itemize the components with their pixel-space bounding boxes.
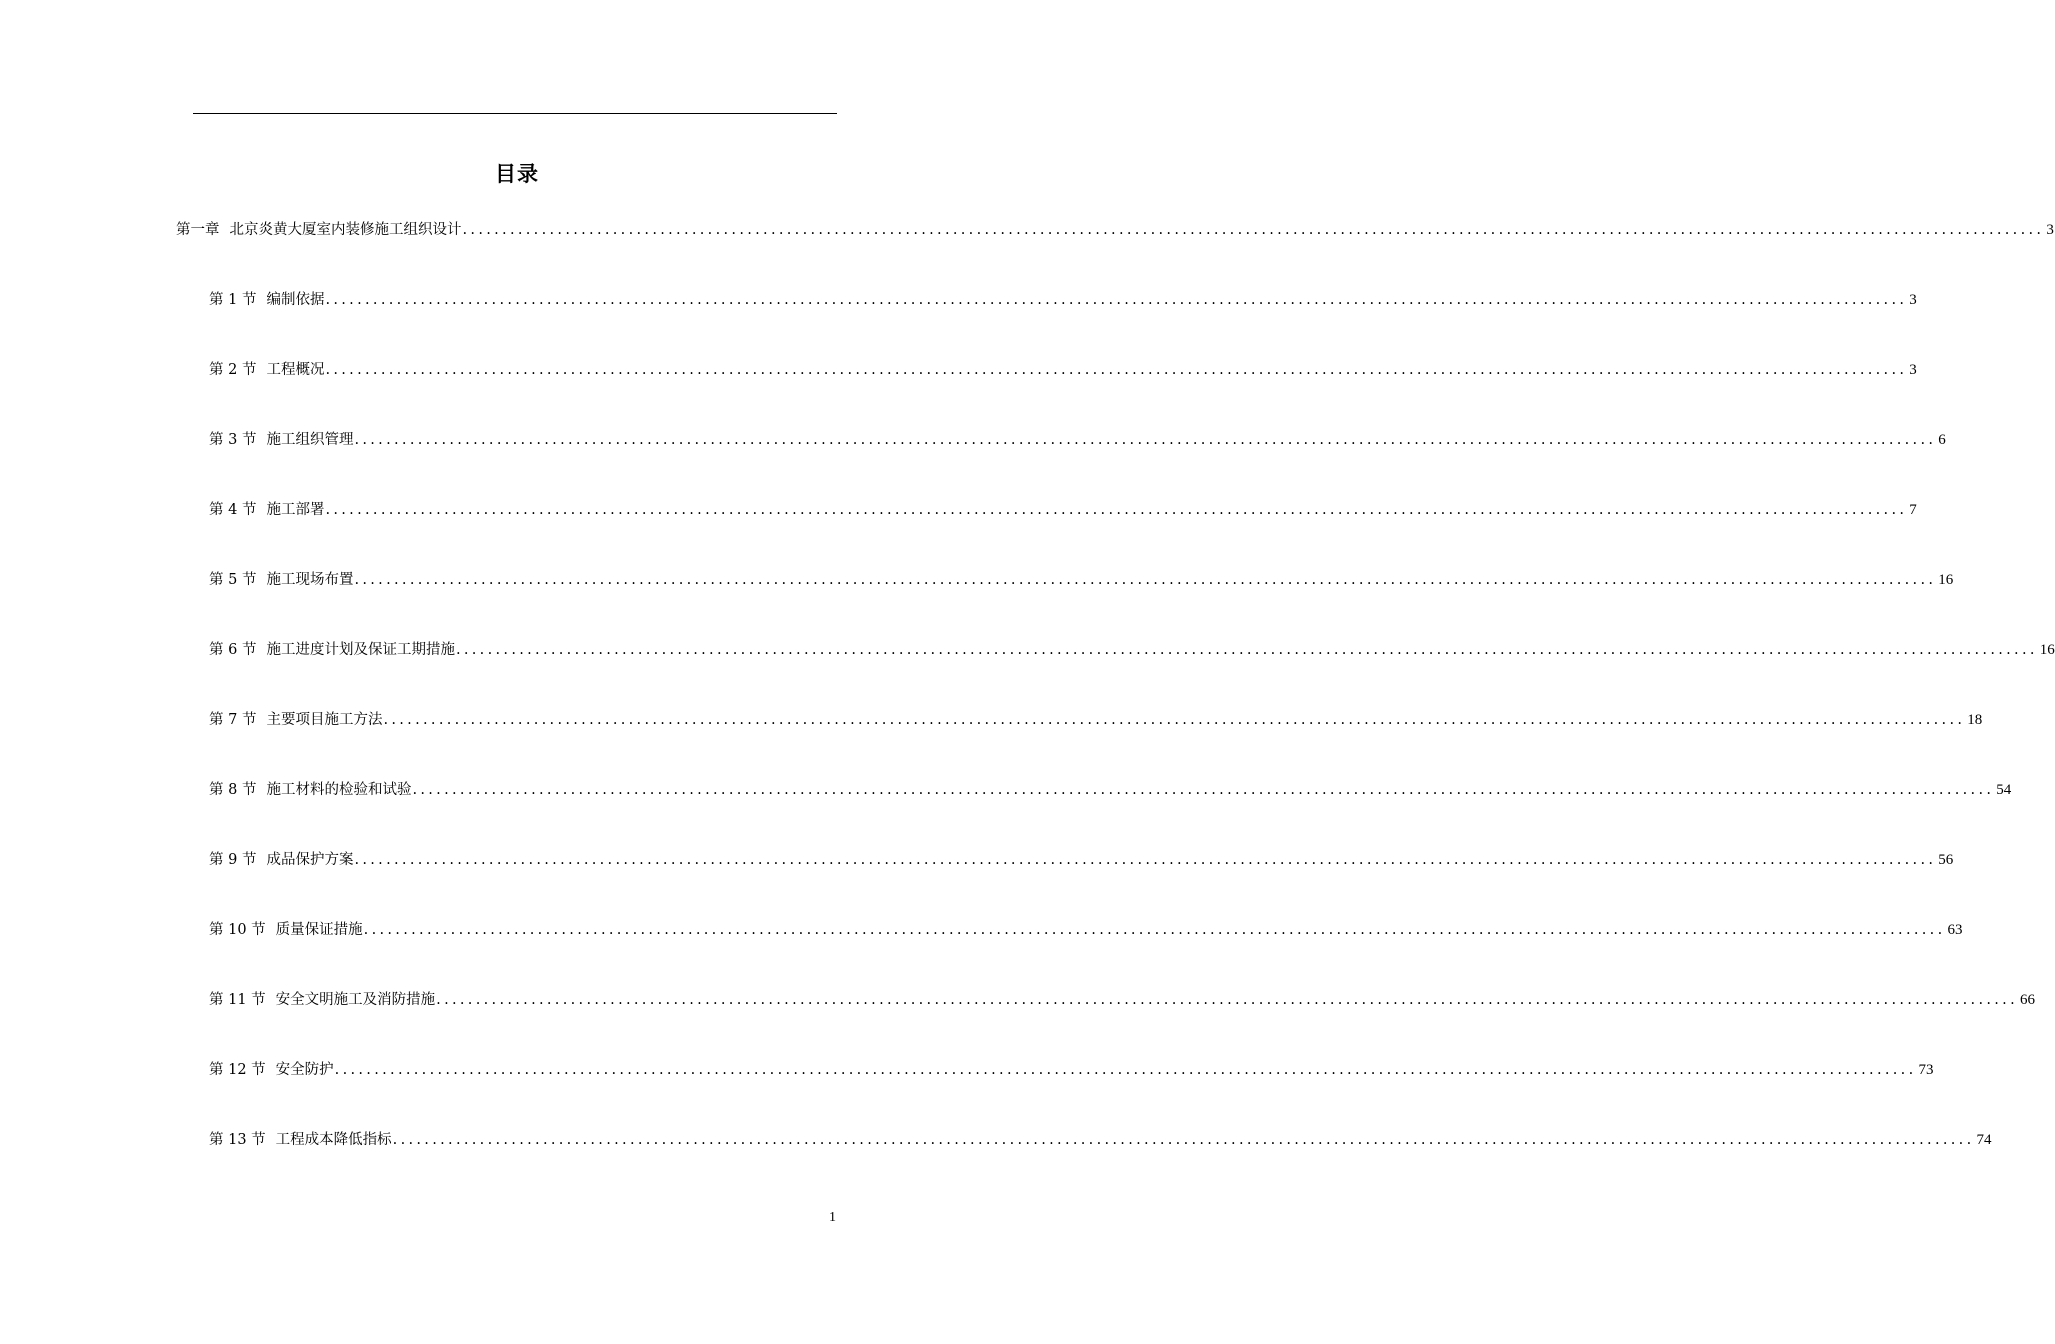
toc-section-label: 施工组织管理 xyxy=(266,432,354,448)
toc-section-entry[interactable] xyxy=(209,850,1954,870)
toc-section-entry[interactable] xyxy=(209,780,2012,800)
toc-section-number: 第 10 节 xyxy=(209,922,266,938)
header-rule xyxy=(193,113,837,114)
toc-dot-leader: ........................................................................................................................................................................................................ xyxy=(325,292,1908,308)
toc-section-entry[interactable] xyxy=(209,360,1917,380)
toc-dot-leader: ........................................................................................................................................................................................................ xyxy=(325,362,1908,378)
toc-section-number: 第 1 节 xyxy=(209,292,257,308)
toc-section-page: 7 xyxy=(1909,502,1917,518)
toc-section-page: 73 xyxy=(1918,1062,1934,1078)
toc-section-label: 施工现场布置 xyxy=(266,572,354,588)
toc-section-entry[interactable] xyxy=(209,1060,1934,1080)
toc-section-label: 施工部署 xyxy=(266,502,325,518)
toc-section-label: 施工进度计划及保证工期措施 xyxy=(266,642,455,658)
toc-section-number: 第 9 节 xyxy=(209,852,257,868)
toc-section-page: 18 xyxy=(1967,712,1983,728)
toc-dot-leader: ........................................................................................................................................................................................................ xyxy=(436,992,2018,1008)
toc-section-page: 3 xyxy=(1909,292,1917,308)
toc-section-number: 第 3 节 xyxy=(209,432,257,448)
toc-section-entry[interactable] xyxy=(209,640,2055,660)
toc-section-entry[interactable] xyxy=(209,710,1983,730)
toc-section-page: 16 xyxy=(2039,642,2055,658)
toc-section-page: 54 xyxy=(1996,782,2012,798)
toc-section-entry[interactable] xyxy=(209,990,2035,1010)
toc-section-number: 第 7 节 xyxy=(209,712,257,728)
toc-section-label: 编制依据 xyxy=(266,292,325,308)
toc-section-page: 56 xyxy=(1938,852,1954,868)
toc-dot-leader: ........................................................................................................................................................................................................ xyxy=(383,712,1966,728)
toc-dot-leader: ........................................................................................................................................................................................................ xyxy=(334,1062,1917,1078)
toc-section-page: 6 xyxy=(1938,432,1946,448)
toc-dot-leader: ........................................................................................................................................................................................................ xyxy=(354,572,1937,588)
toc-section-entry[interactable] xyxy=(209,290,1917,310)
toc-section-label: 安全防护 xyxy=(275,1062,334,1078)
toc-section-number: 第 5 节 xyxy=(209,572,257,588)
toc-section-label: 施工材料的检验和试验 xyxy=(266,782,412,798)
toc-section-page: 74 xyxy=(1976,1132,1992,1148)
toc-section-label: 工程成本降低指标 xyxy=(275,1132,392,1148)
toc-section-number: 第 13 节 xyxy=(209,1132,266,1148)
toc-section-number: 第 8 节 xyxy=(209,782,257,798)
toc-section-page: 3 xyxy=(1909,362,1917,378)
toc-chapter-label: 北京炎黄大厦室内装修施工组织设计 xyxy=(229,222,462,238)
toc-section-label: 成品保护方案 xyxy=(266,852,354,868)
toc-chapter-entry[interactable] xyxy=(176,220,2054,240)
toc-section-entry[interactable] xyxy=(209,920,1963,940)
toc-section-page: 16 xyxy=(1938,572,1954,588)
toc-dot-leader: ........................................................................................................................................................................................................ xyxy=(462,222,2045,238)
toc-section-label: 主要项目施工方法 xyxy=(266,712,383,728)
toc-dot-leader: ........................................................................................................................................................................................................ xyxy=(412,782,1995,798)
toc-dot-leader: ........................................................................................................................................................................................................ xyxy=(325,502,1908,518)
toc-section-number: 第 11 节 xyxy=(209,992,266,1008)
toc-section-label: 工程概况 xyxy=(266,362,325,378)
toc-section-number: 第 4 节 xyxy=(209,502,257,518)
toc-section-page: 66 xyxy=(2020,992,2035,1008)
toc-section-label: 质量保证措施 xyxy=(275,922,363,938)
toc-section-entry[interactable] xyxy=(209,570,1954,590)
toc-section-number: 第 6 节 xyxy=(209,642,257,658)
toc-dot-leader: ........................................................................................................................................................................................................ xyxy=(392,1132,1975,1148)
toc-section-entry[interactable] xyxy=(209,500,1917,520)
toc-section-entry[interactable] xyxy=(209,430,1946,450)
toc-section-number: 第 2 节 xyxy=(209,362,257,378)
toc-dot-leader: ........................................................................................................................................................................................................ xyxy=(363,922,1946,938)
toc-chapter-page: 3 xyxy=(2046,222,2054,238)
toc-chapter-number: 第一章 xyxy=(176,222,220,238)
toc-section-page: 63 xyxy=(1947,922,1963,938)
toc-dot-leader: ........................................................................................................................................................................................................ xyxy=(354,432,1937,448)
page-number: 1 xyxy=(829,1210,836,1225)
toc-title: 目录 xyxy=(495,162,539,186)
toc-section-label: 安全文明施工及消防措施 xyxy=(275,992,436,1008)
toc-section-entry[interactable] xyxy=(209,1130,1992,1150)
toc-dot-leader: ........................................................................................................................................................................................................ xyxy=(455,642,2038,658)
toc-dot-leader: ........................................................................................................................................................................................................ xyxy=(354,852,1937,868)
toc-section-number: 第 12 节 xyxy=(209,1062,266,1078)
